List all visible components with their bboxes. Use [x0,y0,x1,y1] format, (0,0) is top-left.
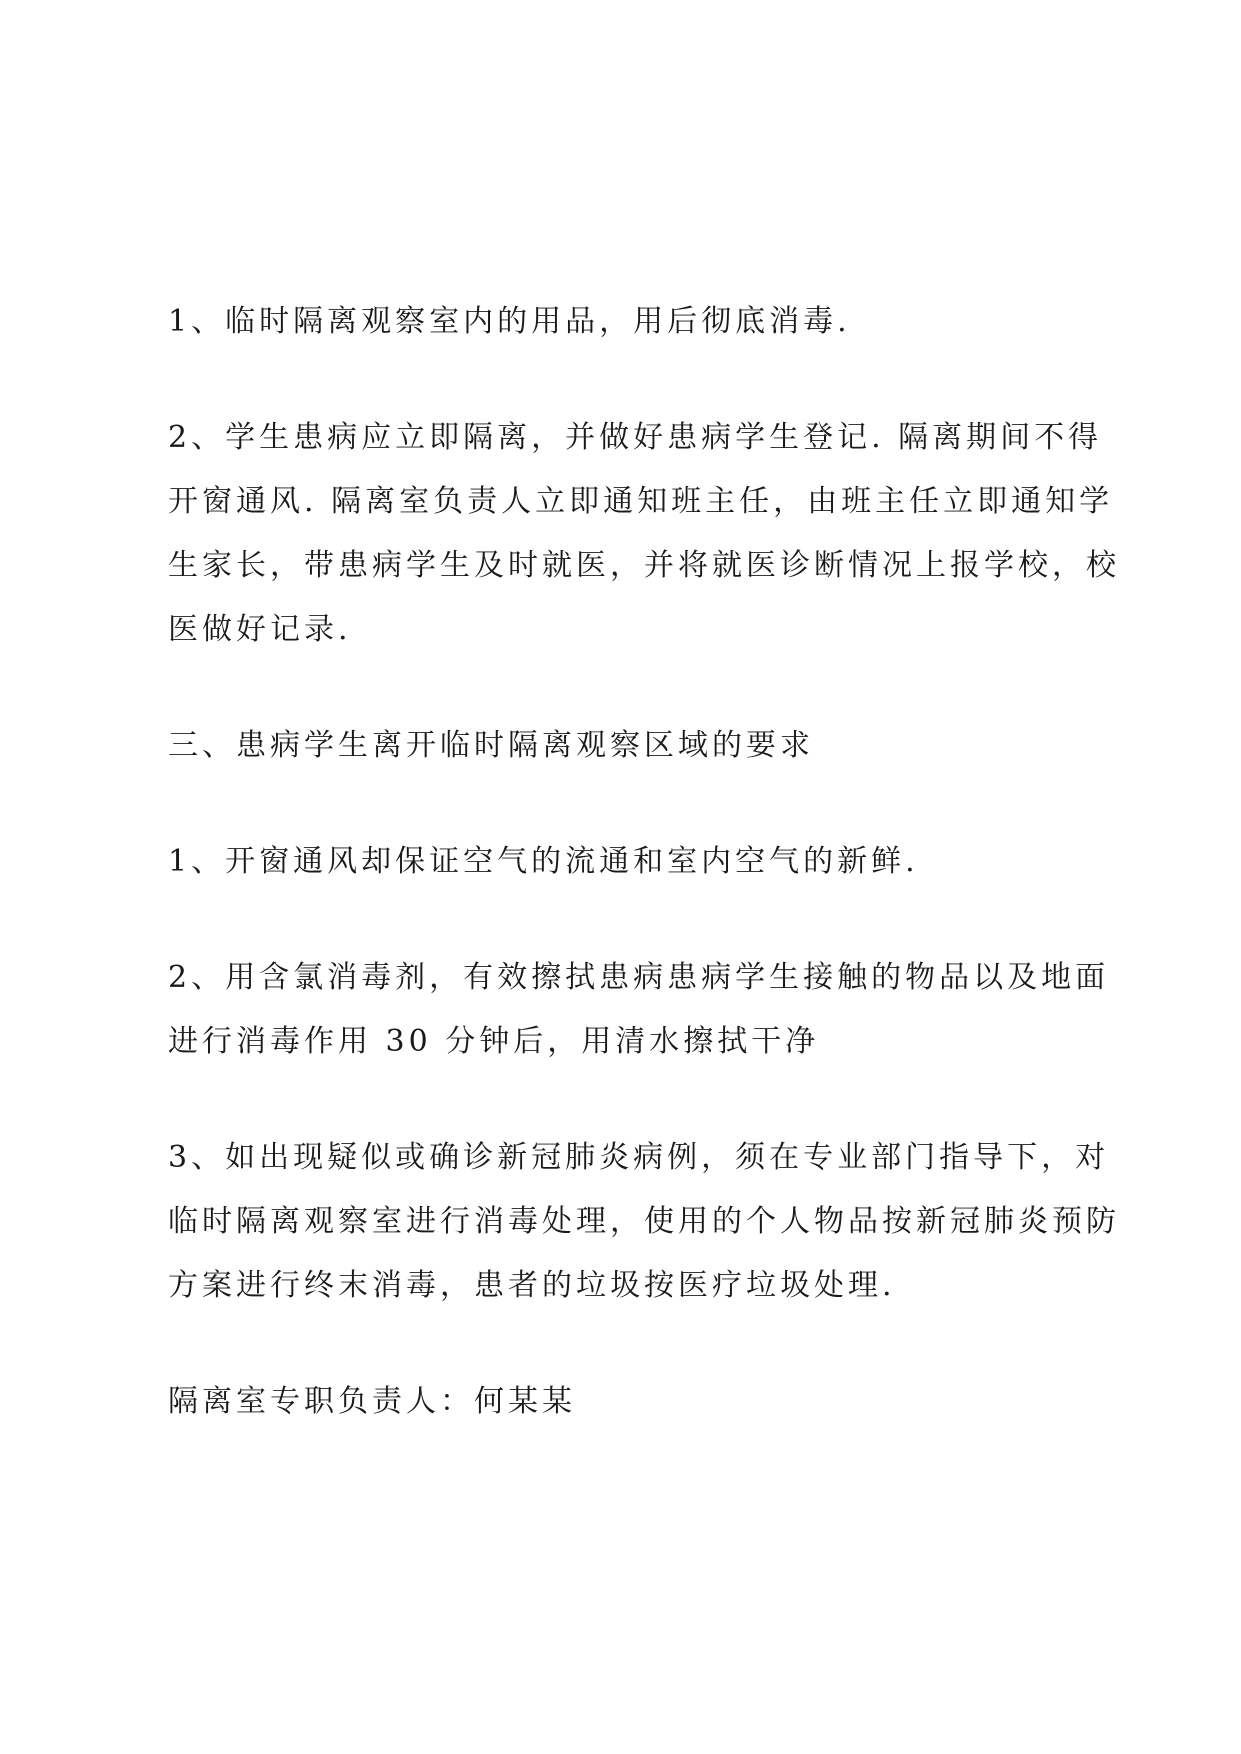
text-line: 进行消毒作用 30 分钟后，用清水擦拭干净 [168,1024,820,1059]
text-line: 3、如出现疑似或确诊新冠肺炎病例，须在专业部门指导下，对 [168,1140,1110,1175]
text-line: 2、用含氯消毒剂，有效擦拭患病患病学生接触的物品以及地面 [168,960,1110,995]
text-line: 1、临时隔离观察室内的用品，用后彻底消毒. [168,304,851,339]
document-body [168,290,1120,1486]
text-line: 2、学生患病应立即隔离，并做好患病学生登记. 隔离期间不得 [168,420,1103,455]
responsible-person-text: 隔离室专职负责人：何某某 [168,1384,576,1419]
text-line: 临时隔离观察室进行消毒处理，使用的个人物品按新冠肺炎预防 [168,1204,1120,1239]
section-heading-text: 三、患病学生离开临时隔离观察区域的要求 [168,728,814,763]
text-line: 医做好记录. [168,612,352,647]
paragraph-item-2-chlorine-disinfect [168,946,1110,1074]
section-heading-3 [168,714,1088,778]
text-line: 方案进行终末消毒，患者的垃圾按医疗垃圾处理. [168,1268,896,1303]
paragraph-item-3-suspected-case [168,1126,1120,1318]
text-line: 生家长，带患病学生及时就医，并将就医诊断情况上报学校，校 [168,548,1120,583]
paragraph-item-2-isolate-student [168,406,1120,662]
paragraph-item-1-ventilation [168,830,1088,894]
text-line: 开窗通风. 隔离室负责人立即通知班主任，由班主任立即通知学 [168,484,1114,519]
paragraph-item-1-disinfect-supplies [168,290,1088,354]
text-line: 1、开窗通风却保证空气的流通和室内空气的新鲜. [168,844,919,879]
responsible-person [168,1370,1088,1434]
